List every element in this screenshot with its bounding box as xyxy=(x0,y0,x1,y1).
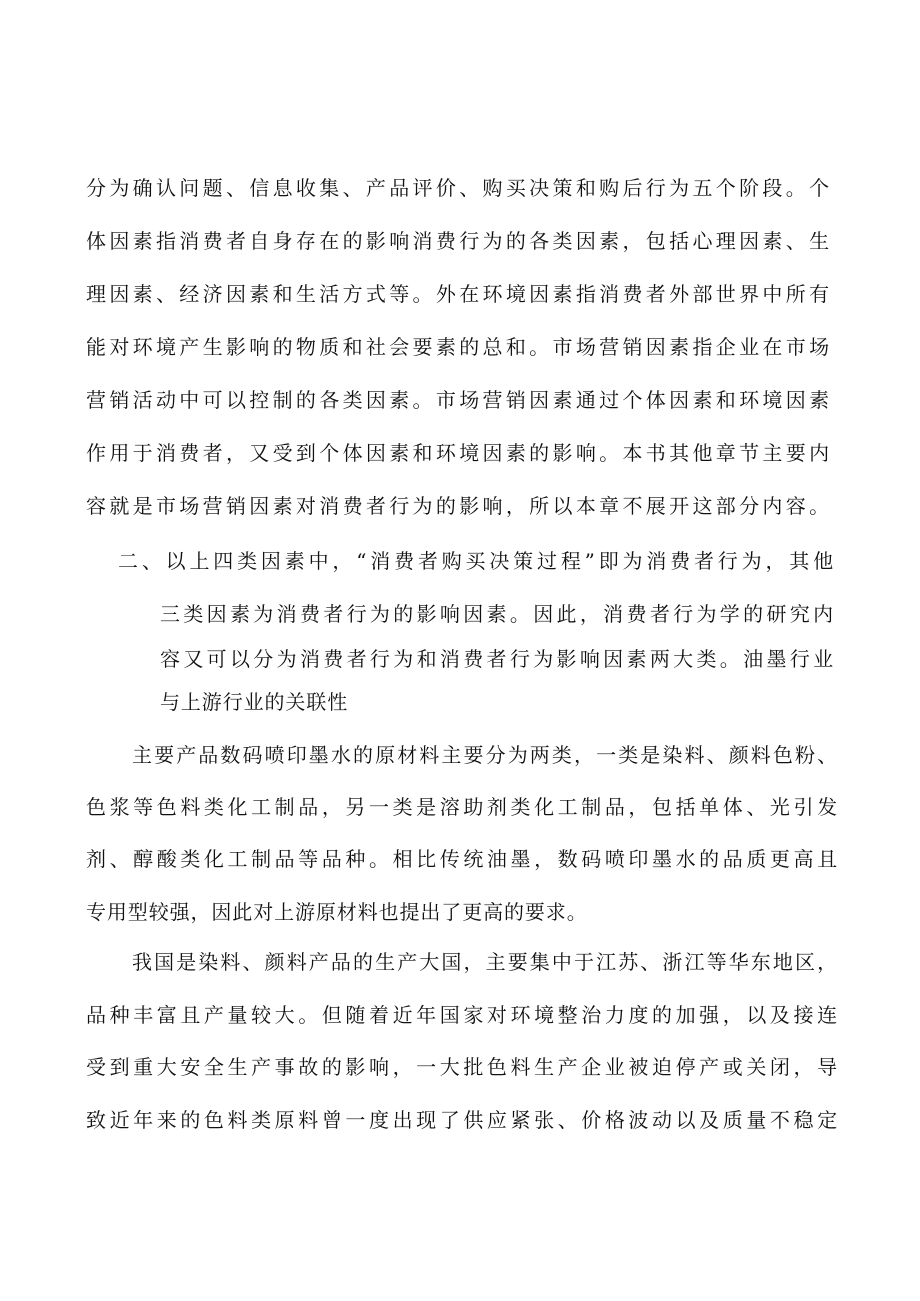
text-line: 能对环境产生影响的物质和社会要素的总和。市场营销因素指企业在市场 xyxy=(86,335,830,359)
text-line: 营销活动中可以控制的各类因素。市场营销因素通过个体因素和环境因素 xyxy=(86,388,830,412)
text-line: 分为确认问题、信息收集、产品评价、购买决策和购后行为五个阶段。个 xyxy=(86,176,830,200)
text-line: 二、以上四类因素中，“消费者购买决策过程”即为消费者行为，其他 xyxy=(118,549,834,573)
text-line: 品种丰富且产量较大。但随着近年国家对环境整治力度的加强，以及接连 xyxy=(86,1003,838,1027)
text-line: 作用于消费者，又受到个体因素和环境因素的影响。本书其他章节主要内 xyxy=(86,441,830,465)
text-line: 理因素、经济因素和生活方式等。外在环境因素指消费者外部世界中所有 xyxy=(86,282,830,306)
text-line: 容就是市场营销因素对消费者行为的影响，所以本章不展开这部分内容。 xyxy=(86,494,830,518)
text-line: 体因素指消费者自身存在的影响消费行为的各类因素，包括心理因素、生 xyxy=(86,229,830,253)
text-line: 与上游行业的关联性 xyxy=(160,690,349,714)
text-line: 专用型较强，因此对上游原材料也提出了更高的要求。 xyxy=(86,900,588,924)
text-line: 我国是染料、颜料产品的生产大国，主要集中于江苏、浙江等华东地区， xyxy=(132,950,838,974)
text-line: 剂、醇酸类化工制品等品种。相比传统油墨，数码喷印墨水的品质更高且 xyxy=(86,847,838,871)
text-line: 三类因素为消费者行为的影响因素。因此，消费者行为学的研究内 xyxy=(160,602,834,626)
text-line: 主要产品数码喷印墨水的原材料主要分为两类，一类是染料、颜料色粉、 xyxy=(132,743,838,767)
text-line: 受到重大安全生产事故的影响，一大批色料生产企业被迫停产或关闭，导 xyxy=(86,1055,838,1079)
text-line: 容又可以分为消费者行为和消费者行为影响因素两大类。油墨行业 xyxy=(160,647,834,671)
text-line: 致近年来的色料类原料曾一度出现了供应紧张、价格波动以及质量不稳定 xyxy=(86,1108,838,1132)
text-line: 色浆等色料类化工制品，另一类是溶助剂类化工制品，包括单体、光引发 xyxy=(86,795,838,819)
